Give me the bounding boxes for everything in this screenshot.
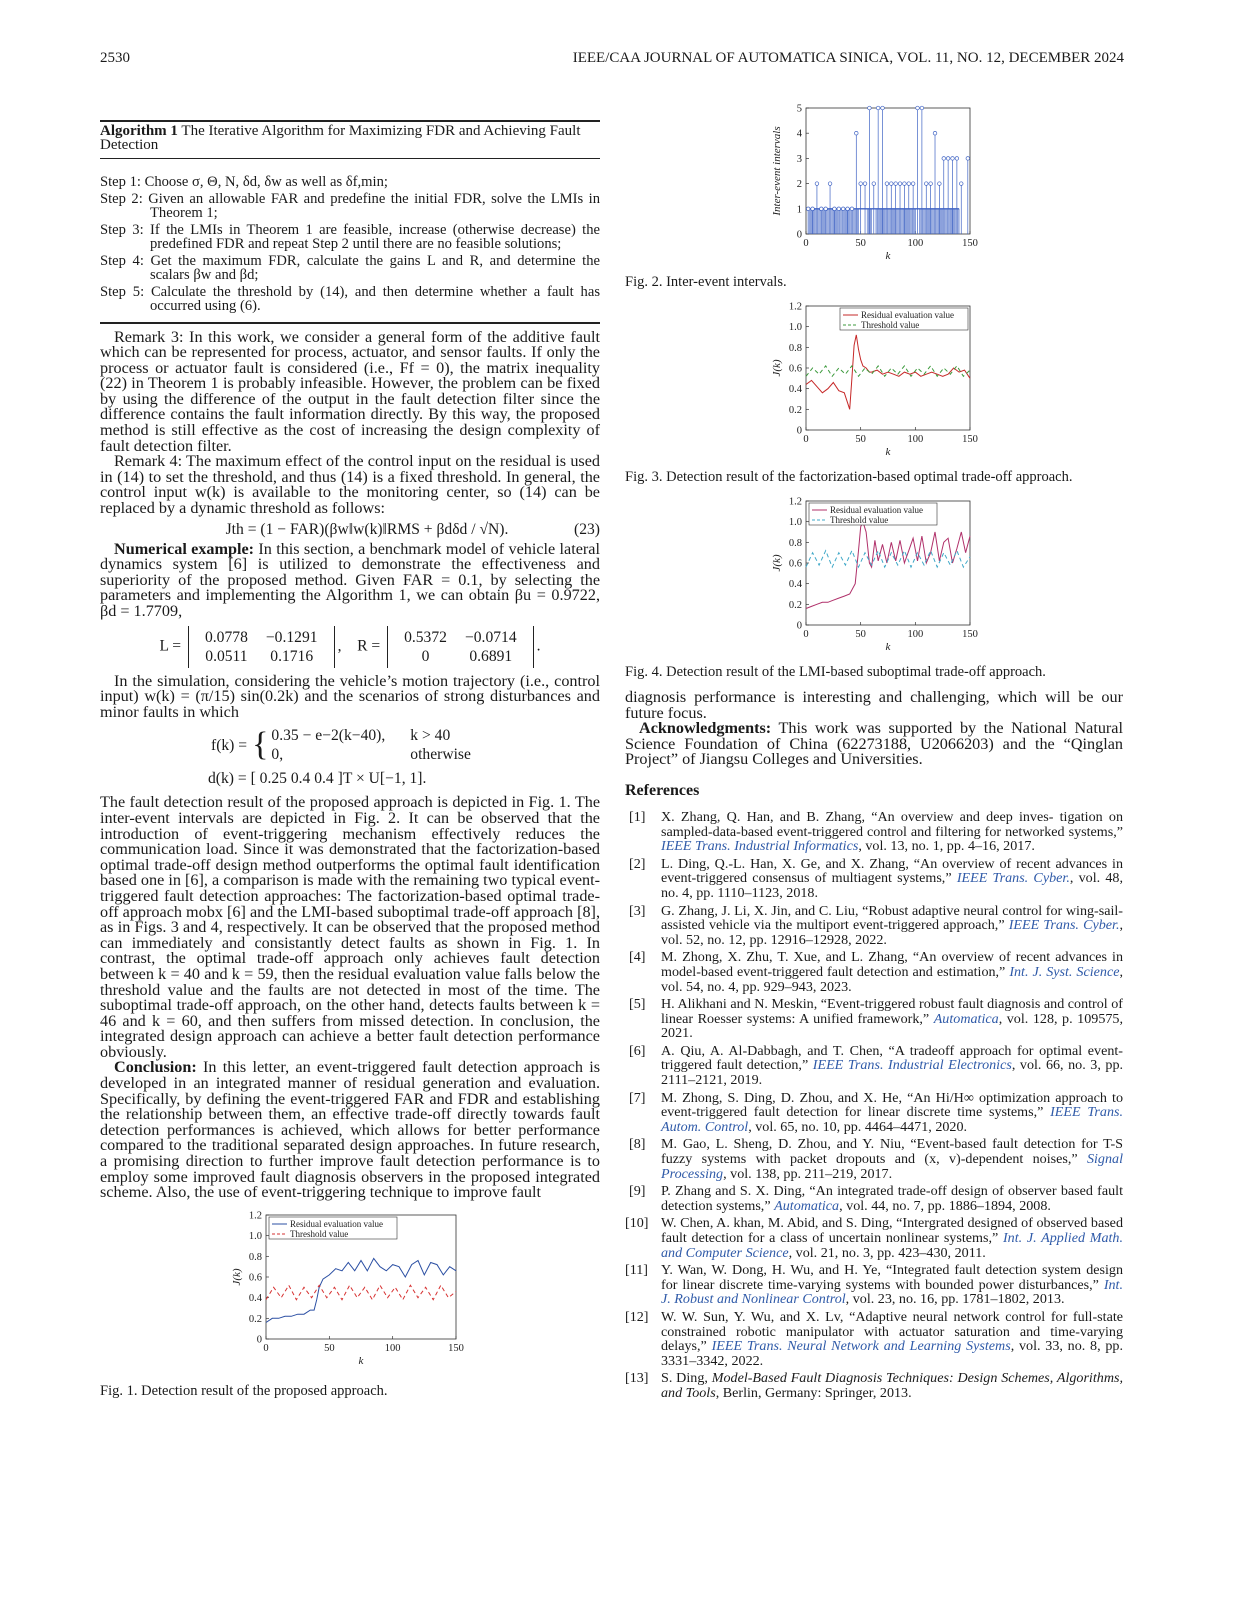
- matrix-R: [387, 626, 534, 668]
- stem-marker: [907, 182, 911, 186]
- stem-marker: [806, 207, 810, 211]
- x-tick-label: 100: [907, 629, 924, 640]
- stem-marker: [837, 207, 841, 211]
- y-axis-label: J(k): [231, 1268, 243, 1286]
- d-equation: d(k) = [ 0.25 0.4 0.4 ]T × U[−1, 1].: [208, 770, 427, 788]
- figure-1-caption: Fig. 1. Detection result of the proposed approach.: [100, 1382, 388, 1399]
- stem-marker: [859, 182, 863, 186]
- equation-23-text: Jth = (1 − FAR)(βw‖w(k)‖RMS + βdδd / √N).: [225, 520, 509, 538]
- journal-header: IEEE/CAA JOURNAL OF AUTOMATICA SINICA, VOL. 11, NO. 12, DECEMBER 2024: [572, 50, 1124, 66]
- stem-marker: [820, 207, 824, 211]
- stem-marker: [911, 182, 915, 186]
- results-text: The fault detection result of the proposed approach is depicted in Fig. 1. The inter-event intervals are depicted in Fig. 2. It can be observed that the introduction of event-triggering mechanism effectively reduces the communication load. Since it was demonstrated that the factorization-based optimal trade-off design method outperforms the optimal fault identification based one in [6], a comparison is made with the remaining two typical event-triggered fault detection approaches: The factorization-based optimal trade-off approach mobx [6] and the LMI-based suboptimal trade-off approach [8], as in Figs. 3 and 4, respectively. It can be observed that the proposed method can immediately and consistantly detect faults as shown in Fig. 1. In contrast, the optimal trade-off approach only achieves fault detection between k = 40 and k = 59, then the residual evaluation value falls below the threshold value and the faults are not detected in most of the time. The suboptimal trade-off approach, on the other hand, detects faults between k = 46 and k = 60, and then suffers from missed detection. In conclusion, the integrated design approach can achieve a better fault detection performance obviously.: [100, 793, 600, 1061]
- x-axis-label: k: [885, 641, 891, 653]
- stem-marker: [920, 106, 924, 110]
- matrix-cell: 0.1716: [270, 647, 314, 665]
- x-tick-label: 50: [855, 238, 866, 249]
- x-tick-label: 100: [907, 238, 924, 249]
- R-label: R =: [357, 637, 381, 655]
- matrix-cell: −0.0714: [464, 628, 517, 646]
- matrix-L: [188, 626, 335, 668]
- acknowledgments: [625, 721, 1123, 768]
- reference-number: [12]: [625, 1308, 649, 1325]
- algorithm-step: [92, 175, 600, 190]
- series-line-residual: [806, 335, 970, 409]
- y-axis-label: J(k): [771, 554, 783, 572]
- reference-number: [13]: [625, 1370, 649, 1387]
- step-label: Step 3:: [100, 221, 150, 238]
- reference-item: [625, 1044, 1123, 1088]
- y-tick-label: 1.0: [788, 517, 802, 529]
- stem-marker: [824, 207, 828, 211]
- stem-marker: [894, 182, 898, 186]
- reference-item: [625, 1184, 1123, 1213]
- reference-item: [625, 904, 1123, 948]
- reference-details: , vol. 138, pp. 211–219, 2017.: [723, 1165, 893, 1182]
- x-axis-label: k: [885, 250, 891, 262]
- y-tick-label: 1.2: [788, 496, 802, 508]
- matrix-cell: 0.5372: [404, 628, 447, 646]
- reference-venue-link[interactable]: Signal Processing: [661, 1151, 1123, 1182]
- y-tick-label: 2: [796, 179, 802, 191]
- f-case-1-cond: k > 40: [410, 727, 451, 745]
- numerical-example: [100, 539, 600, 620]
- conclusion-label: Conclusion:: [114, 1058, 197, 1077]
- reference-number: [9]: [629, 1183, 646, 1200]
- y-tick-label: 1.0: [248, 1230, 262, 1242]
- stem-marker: [903, 182, 907, 186]
- reference-item: [625, 950, 1123, 994]
- stem-marker: [898, 182, 902, 186]
- reference-item: [625, 810, 1123, 854]
- stem-marker: [828, 182, 832, 186]
- y-tick-label: 0.4: [788, 384, 802, 396]
- reference-text: P. Zhang and S. X. Ding, “An integrated trade-off design of observer based fault detection systems,”: [661, 1183, 1123, 1214]
- reference-venue-link[interactable]: Automatica: [933, 1010, 999, 1027]
- reference-number: [5]: [629, 996, 646, 1013]
- reference-venue-link[interactable]: Int. J. Applied Math. and Computer Science: [661, 1230, 1123, 1261]
- references-list: [625, 810, 1123, 1401]
- equation-23: [100, 521, 600, 538]
- reference-number: [7]: [629, 1089, 646, 1106]
- y-tick-label: 0.4: [788, 579, 802, 591]
- reference-text: H. Alikhani and N. Meskin, “Event-triggered robust fault diagnosis and control of linear Roesser systems: A unified framework,”: [661, 996, 1123, 1027]
- reference-book-title: Model-Based Fault Diagnosis Techniques: Design Schemes, Algorithms, and Tools: [661, 1370, 1124, 1401]
- stem-marker: [942, 157, 946, 161]
- reference-text: M. Gao, L. Sheng, D. Zhou, and Y. Niu, “Event-based fault detection for T-S fuzzy systems with packet dropouts and (x, v)-dependent noises,”: [661, 1136, 1123, 1168]
- series-line-residual: [266, 1258, 456, 1322]
- y-axis-label: Inter-event intervals: [771, 126, 783, 216]
- stem-marker: [938, 182, 942, 186]
- stem-marker: [854, 131, 858, 135]
- conclusion: [100, 1060, 600, 1200]
- reference-number: [6]: [629, 1042, 646, 1059]
- figure-4-caption: Fig. 4. Detection result of the LMI-based suboptimal trade-off approach.: [625, 664, 1046, 680]
- algorithm-title: [100, 124, 600, 159]
- reference-venue-link[interactable]: IEEE Trans. Industrial Electronics: [812, 1057, 1012, 1074]
- algorithm-label: Algorithm 1: [100, 123, 178, 139]
- step-text: Calculate the threshold by (14), and then determine whether a fault has occurred using (6).: [150, 283, 601, 314]
- reference-number: [2]: [629, 855, 646, 872]
- figure-4-chart: [760, 495, 980, 660]
- reference-item: [625, 1263, 1123, 1307]
- reference-text: W. Chen, A. khan, M. Abid, and S. Ding, “Intergrated designed of observed based fault detection for a class of uncertain nonlinear systems,”: [661, 1215, 1123, 1246]
- reference-item: [625, 1310, 1123, 1368]
- y-tick-label: 1.2: [248, 1210, 262, 1222]
- reference-item: [625, 1091, 1123, 1135]
- y-tick-label: 0.2: [248, 1313, 262, 1325]
- reference-details: , vol. 48, no. 4, pp. 1110–1123, 2018.: [661, 870, 1123, 901]
- reference-venue-link[interactable]: Automatica: [774, 1197, 840, 1214]
- y-tick-label: 0.8: [248, 1251, 262, 1263]
- reference-text: X. Zhang, Q. Han, and B. Zhang, “An overview and deep inves- tigation on sampled-data-based event-triggered control and filtering for networked systems,”: [661, 808, 1123, 840]
- reference-text: A. Qiu, A. Al-Dabbagh, and T. Chen, “A tradeoff approach for optimal event-triggered fault detection,”: [661, 1042, 1123, 1074]
- reference-details: , vol. 52, no. 12, pp. 12916–12928, 2022.: [661, 917, 1123, 948]
- algorithm-title-text: The Iterative Algorithm for Maximizing FDR and Achieving Fault Detection: [100, 123, 581, 153]
- reference-venue-link[interactable]: IEEE Trans. Autom. Control: [661, 1104, 1123, 1135]
- simulation-text: In the simulation, considering the vehicle’s motion trajectory (i.e., control input) w(k) = (π/15) sin(0.2k) and the scenarios of strong disturbances and minor faults in which: [100, 671, 600, 721]
- matrix-cell: 0: [421, 647, 430, 665]
- reference-details: , vol. 54, no. 4, pp. 929–943, 2023.: [661, 963, 1123, 995]
- legend-label: Threshold value: [290, 1228, 349, 1239]
- f-equation-table: [210, 726, 472, 764]
- series-line-residual: [806, 522, 970, 609]
- y-tick-label: 0.4: [248, 1292, 262, 1304]
- x-tick-label: 0: [803, 434, 809, 445]
- stem-marker: [881, 106, 885, 110]
- reference-text: M. Zhong, X. Zhu, T. Xue, and L. Zhang, “An overview of recent advances in model-based event-triggered fault detection and estimation,”: [661, 949, 1123, 980]
- stem-marker: [841, 207, 845, 211]
- stem-marker: [955, 157, 959, 161]
- y-tick-label: 4: [796, 128, 802, 140]
- page-number: 2530: [100, 50, 130, 66]
- step-text: Given an allowable FAR and predefine the initial FDR, solve the LMIs in Theorem 1;: [148, 190, 600, 221]
- reference-details: , vol. 65, no. 10, pp. 4464–4471, 2020.: [748, 1118, 968, 1135]
- equation-23-number: (23): [574, 520, 600, 538]
- matrix-cell: 0.0778: [204, 628, 248, 646]
- stem-marker: [933, 131, 937, 135]
- step-label: Step 4:: [100, 252, 151, 269]
- legend-label: Residual evaluation value: [861, 310, 954, 320]
- reference-details: , vol. 128, p. 109575, 2021.: [661, 1010, 1123, 1042]
- reference-text: M. Zhong, S. Ding, D. Zhou, and X. He, “An Hi/H∞ optimization approach to event-triggered fault detection for linear discrete time systems,”: [661, 1089, 1123, 1121]
- stem-marker: [916, 106, 920, 110]
- stem-marker: [929, 182, 933, 186]
- reference-details: , Berlin, Germany: Springer, 2013.: [715, 1384, 912, 1401]
- x-axis-label: k: [885, 446, 891, 458]
- reference-venue-link[interactable]: IEEE Trans. Cyber.: [956, 870, 1070, 887]
- ack-label: Acknowledgments:: [639, 719, 772, 738]
- algorithm-steps: [100, 175, 600, 314]
- reference-text: L. Ding, Q.-L. Han, X. Ge, and X. Zhang, “An overview of recent advances in event-triggered consensus of multiagent systems,”: [661, 855, 1123, 887]
- matrix-cell: 0.0511: [205, 647, 248, 665]
- step-label: Step 5:: [100, 283, 151, 300]
- step-text: Get the maximum FDR, calculate the gains L and R, and determine the scalars βw and βd;: [150, 252, 600, 283]
- y-tick-label: 0.8: [788, 342, 802, 354]
- stem-marker: [850, 207, 854, 211]
- L-label: L =: [159, 637, 182, 655]
- reference-number: [3]: [629, 902, 646, 919]
- y-tick-label: 1: [796, 204, 802, 216]
- algorithm-step: [92, 285, 600, 314]
- f-equation: [210, 726, 600, 764]
- references-heading: References: [625, 781, 700, 799]
- y-tick-label: 0.6: [788, 558, 802, 570]
- reference-venue-link[interactable]: Int. J. Robust and Nonlinear Control: [661, 1276, 1123, 1308]
- y-tick-label: 0.2: [788, 599, 802, 611]
- reference-venue-link[interactable]: Int. J. Syst. Science: [1009, 963, 1120, 980]
- f-case-1: 0.35 − e−2(k−40),: [271, 727, 386, 745]
- reference-number: [10]: [625, 1215, 649, 1232]
- y-tick-label: 1.0: [788, 322, 802, 334]
- step-label: Step 2:: [100, 190, 149, 207]
- x-tick-label: 150: [448, 1342, 464, 1354]
- reference-number: [4]: [629, 949, 646, 966]
- reference-item: [625, 1371, 1123, 1400]
- reference-venue-link[interactable]: IEEE Trans. Cyber.: [1008, 917, 1120, 934]
- f-lhs: f(k) =: [211, 736, 248, 754]
- right-column: [625, 100, 1123, 1404]
- reference-venue-link[interactable]: IEEE Trans. Industrial Informatics: [661, 838, 859, 855]
- numerical-text: In this section, a benchmark model of vehicle lateral dynamics system [6] is utilized to demonstrate the effectiveness and superiority of the proposed method. Given FAR = 0.1, by selecting the parameters and implementing the Algorithm 1, we can obtain βu = 0.9722, βd = 1.7709,: [100, 539, 600, 620]
- y-tick-label: 0.6: [788, 363, 802, 375]
- continuation-text: diagnosis performance is interesting and challenging, which will be our future focus.: [625, 688, 1123, 722]
- reference-number: [8]: [629, 1136, 646, 1153]
- x-tick-label: 0: [803, 629, 809, 640]
- y-tick-label: 0.8: [788, 537, 802, 549]
- reference-venue-link[interactable]: IEEE Trans. Neural Network and Learning Systems: [711, 1338, 1011, 1355]
- x-tick-label: 0: [803, 238, 809, 249]
- reference-number: [1]: [629, 808, 646, 825]
- f-brace: {: [252, 726, 269, 764]
- series-line-threshold: [266, 1285, 456, 1299]
- reference-item: [625, 997, 1123, 1041]
- y-tick-label: 1.2: [788, 301, 802, 313]
- reference-details: , vol. 23, no. 16, pp. 1781–1802, 2013.: [845, 1291, 1065, 1308]
- x-tick-label: 100: [384, 1342, 401, 1354]
- reference-details: , vol. 21, no. 3, pp. 423–430, 2011.: [788, 1244, 986, 1261]
- matrix-cell: −0.1291: [265, 628, 318, 646]
- y-axis-label: J(k): [771, 359, 783, 377]
- algorithm-step: [92, 192, 600, 221]
- reference-text: S. Ding,: [661, 1370, 712, 1387]
- y-tick-label: 0.6: [248, 1272, 262, 1284]
- stem-marker: [846, 207, 850, 211]
- x-tick-label: 150: [962, 434, 978, 445]
- figure-2-chart: [760, 100, 980, 270]
- x-tick-label: 50: [324, 1342, 335, 1354]
- y-tick-label: 5: [796, 103, 802, 115]
- y-tick-label: 0.2: [788, 404, 802, 416]
- series-line-threshold: [806, 551, 970, 568]
- reference-details: , vol. 13, no. 1, pp. 4–16, 2017.: [858, 838, 1035, 855]
- step-text: Choose σ, Θ, N, δd, δw as well as δf,min;: [144, 174, 388, 190]
- y-tick-label: 3: [796, 153, 802, 165]
- legend-label: Threshold value: [830, 515, 889, 525]
- x-tick-label: 50: [855, 629, 866, 640]
- algorithm-step: [92, 223, 600, 252]
- figure-3-caption: Fig. 3. Detection result of the factorization-based optimal trade-off approach.: [625, 469, 1073, 485]
- f-case-2-cond: otherwise: [410, 746, 471, 764]
- stem-marker: [924, 182, 928, 186]
- reference-text: Y. Wan, W. Dong, H. Wu, and H. Ye, “Integrated fault detection system design for linear discrete time-varying systems with bounded power disturbances,”: [661, 1262, 1123, 1293]
- algorithm-step: [92, 254, 600, 283]
- reference-details: , vol. 33, no. 8, pp. 3331–3342, 2022.: [661, 1338, 1123, 1369]
- x-tick-label: 50: [855, 434, 866, 445]
- stem-marker: [946, 157, 950, 161]
- stem-marker: [815, 182, 819, 186]
- figure-3-chart: [760, 300, 980, 465]
- y-tick-label: 0: [256, 1334, 262, 1346]
- stem-marker: [959, 182, 963, 186]
- stem-marker: [876, 106, 880, 110]
- stem-marker: [811, 207, 815, 211]
- left-column: [100, 120, 600, 1409]
- conclusion-text: In this letter, an event-triggered fault detection approach is developed in an integrated manner of residual generation and evaluation. Specifically, by defining the event-triggered FAR and FDR and establishing the relationship between them, an effective trade-off directly towards fault detection performances is achieved, which allows for better performance compared to the traditional separated design approaches. In future research, a promising direction to further improve fault detection performance is to employ some improved fault diagnosis observers in the proposed integrated scheme. Also, the use of event-triggering technique to improve fault: [100, 1058, 600, 1202]
- y-tick-label: 0: [796, 620, 802, 632]
- stem-marker: [889, 182, 893, 186]
- stem-marker: [833, 207, 837, 211]
- matrix-cell: 0.6891: [469, 647, 513, 665]
- x-axis-label: k: [358, 1354, 364, 1367]
- x-tick-label: 100: [907, 434, 924, 445]
- x-tick-label: 150: [962, 238, 978, 249]
- reference-item: [625, 857, 1123, 901]
- ack-text: This work was supported by the National Natural Science Foundation of China (62273188, U2066203) and the “Qinglan Project” of Jiangsu Colleges and Universities.: [625, 719, 1123, 769]
- reference-text: W. W. Sun, Y. Wu, and X. Lv, “Adaptive neural network control for full-state constrained robotic manipulator with actuator saturation and time-varying delays,”: [661, 1308, 1123, 1355]
- stem-marker: [863, 182, 867, 186]
- reference-item: [625, 1216, 1123, 1260]
- reference-item: [625, 1137, 1123, 1181]
- legend-label: Threshold value: [861, 320, 920, 330]
- legend-label: Residual evaluation value: [290, 1218, 383, 1229]
- reference-number: [11]: [625, 1262, 648, 1279]
- x-tick-label: 150: [962, 629, 978, 640]
- f-case-2: 0,: [271, 746, 284, 764]
- figure-1-chart: [230, 1209, 470, 1379]
- y-tick-label: 0: [796, 425, 802, 437]
- remark-4: Remark 4: The maximum effect of the control input on the residual is used in (14) to set the threshold, and thus (14) is a fixed threshold. In general, the control input w(k) is available to the monitoring center, so (14) can be replaced by a dynamic threshold as follows:: [100, 452, 600, 518]
- stem-marker: [966, 157, 970, 161]
- figure-2-caption: Fig. 2. Inter-event intervals.: [625, 274, 787, 290]
- legend-label: Residual evaluation value: [830, 505, 923, 515]
- x-tick-label: 0: [263, 1342, 269, 1354]
- step-label: Step 1:: [100, 174, 145, 190]
- reference-details: , vol. 66, no. 3, pp. 2111–2121, 2019.: [661, 1057, 1124, 1089]
- gain-matrices: L = 0.0778 −0.1291 0.0511 0.1716, R = 0.5372 −0.0714 0 0.6891.: [100, 626, 600, 668]
- stem-marker: [951, 157, 955, 161]
- numerical-label: Numerical example:: [114, 539, 255, 558]
- reference-details: , vol. 44, no. 7, pp. 1886–1894, 2008.: [839, 1197, 1051, 1214]
- stem-marker: [872, 182, 876, 186]
- algorithm-box: [100, 120, 600, 324]
- stem-marker: [868, 106, 872, 110]
- stem-marker: [885, 182, 889, 186]
- y-tick-label: 0: [796, 229, 802, 241]
- remark-3: Remark 3: In this work, we consider a general form of the additive fault which can be represented for process, actuator, and sensor faults. If only the process or actuator fault is considered (i.e., Ff = 0), the matrix inequality (22) in Theorem 1 is probably infeasible. However, the problem can be fixed by using the difference of the output in the fault detection filter since the difference contains the fault information directly. By this way, the proposed method is still effective as the cost of increasing the design complexity of fault detection filter.: [100, 327, 600, 455]
- step-text: If the LMIs in Theorem 1 are feasible, increase (otherwise decrease) the predefined FDR and repeat Step 2 until there are no feasible solutions;: [150, 221, 600, 252]
- reference-text: G. Zhang, J. Li, X. Jin, and C. Liu, “Robust adaptive neural control for wing-sail-assisted vehicle via the multiport event-triggered approach,”: [661, 902, 1123, 934]
